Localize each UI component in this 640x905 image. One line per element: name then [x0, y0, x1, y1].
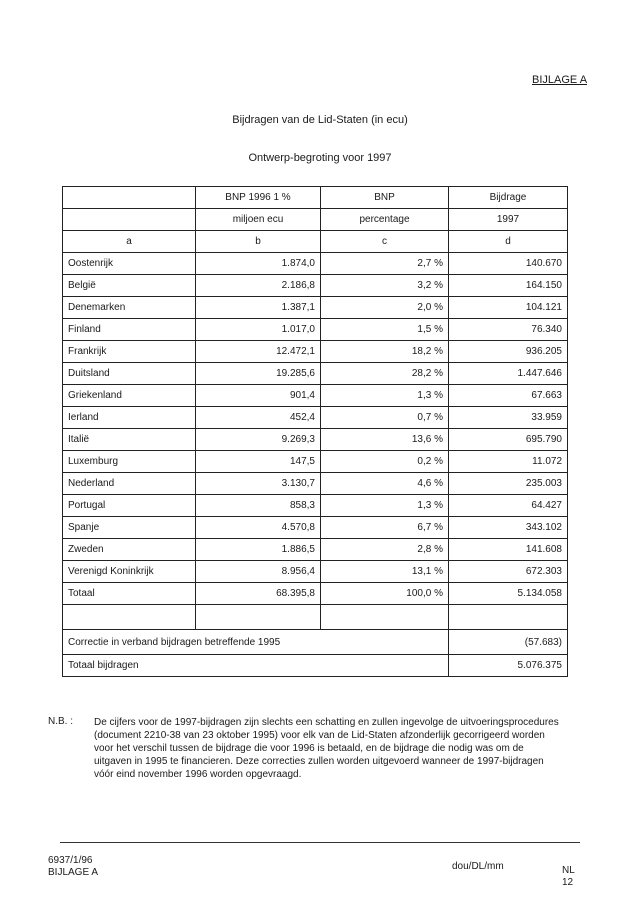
column-letter: b — [196, 231, 321, 253]
contribution-value: 76.340 — [449, 319, 568, 341]
gnp-percentage: 0,7 % — [321, 407, 449, 429]
footer-page-number: 12 — [562, 877, 574, 888]
table-row — [63, 297, 568, 319]
empty-cell — [449, 605, 568, 630]
footer-divider — [60, 842, 580, 843]
gnp-value: 1.874,0 — [196, 253, 321, 275]
header-cell: BNP — [321, 187, 449, 209]
header-cell: BNP 1996 1 % — [196, 187, 321, 209]
table-row — [63, 385, 568, 407]
gnp-value: 9.269,3 — [196, 429, 321, 451]
gnp-percentage: 3,2 % — [321, 275, 449, 297]
note-label: N.B. : — [48, 716, 74, 727]
contribution-value: 33.959 — [449, 407, 568, 429]
country-name: Griekenland — [63, 385, 196, 407]
correction-value: (57.683) — [449, 630, 568, 655]
gnp-value: 8.956,4 — [196, 561, 321, 583]
table-row — [63, 429, 568, 451]
total-gnp: 68.395,8 — [196, 583, 321, 605]
header-row-2 — [63, 209, 568, 231]
total-contribution: 5.134.058 — [449, 583, 568, 605]
contributions-table — [62, 186, 568, 677]
gnp-percentage: 6,7 % — [321, 517, 449, 539]
document-subtitle: Ontwerp-begroting voor 1997 — [248, 152, 392, 164]
gnp-percentage: 18,2 % — [321, 341, 449, 363]
gnp-percentage: 28,2 % — [321, 363, 449, 385]
country-name: Spanje — [63, 517, 196, 539]
country-name: Oostenrijk — [63, 253, 196, 275]
empty-cell — [196, 605, 321, 630]
country-name: Italië — [63, 429, 196, 451]
gnp-value: 1.886,5 — [196, 539, 321, 561]
country-name: Frankrijk — [63, 341, 196, 363]
table-row — [63, 275, 568, 297]
total-contributions-label: Totaal bijdragen — [63, 655, 449, 677]
column-letter: c — [321, 231, 449, 253]
total-row — [63, 583, 568, 605]
contribution-value: 1.447.646 — [449, 363, 568, 385]
spacer-row — [63, 605, 568, 630]
gnp-value: 1.387,1 — [196, 297, 321, 319]
country-name: Nederland — [63, 473, 196, 495]
footer-author-code: dou/DL/mm — [452, 861, 504, 872]
country-name: Denemarken — [63, 297, 196, 319]
country-name: Finland — [63, 319, 196, 341]
contributions-table-wrapper — [62, 186, 568, 677]
gnp-value: 12.472,1 — [196, 341, 321, 363]
contribution-value: 672.303 — [449, 561, 568, 583]
empty-cell — [63, 605, 196, 630]
gnp-value: 19.285,6 — [196, 363, 321, 385]
gnp-percentage: 2,7 % — [321, 253, 449, 275]
table-row — [63, 517, 568, 539]
contribution-value: 104.121 — [449, 297, 568, 319]
header-cell: 1997 — [449, 209, 568, 231]
correction-label: Correctie in verband bijdragen betreffende 1995 — [63, 630, 449, 655]
country-name: Portugal — [63, 495, 196, 517]
table-row — [63, 539, 568, 561]
gnp-percentage: 1,5 % — [321, 319, 449, 341]
gnp-percentage: 2,0 % — [321, 297, 449, 319]
country-name: Luxemburg — [63, 451, 196, 473]
note-text: De cijfers voor de 1997-bijdragen zijn slechts een schatting en zullen ingevolge de uitvoeringsprocedures (document 2210-38 van 23 oktober 1995) voor elk van de Lid-Staten afzonderlijk gecorrigeerd worden voor het verschil tussen de bijdrage die voor 1996 is betaald, en de bijdrage die nodig was om de uitgaven in 1995 te financieren. Deze correcties zullen worden uitgevoerd wanneer de 1997-bijdragen vóór eind november 1996 worden opgevraagd. — [94, 717, 559, 780]
header-row-1 — [63, 187, 568, 209]
table-row — [63, 473, 568, 495]
gnp-percentage: 13,6 % — [321, 429, 449, 451]
correction-row — [63, 630, 568, 655]
gnp-percentage: 1,3 % — [321, 385, 449, 407]
header-cell — [63, 209, 196, 231]
gnp-value: 3.130,7 — [196, 473, 321, 495]
table-row — [63, 319, 568, 341]
annex-label: BIJLAGE A — [532, 74, 588, 86]
country-name: Duitsland — [63, 363, 196, 385]
header-cell: miljoen ecu — [196, 209, 321, 231]
gnp-value: 4.570,8 — [196, 517, 321, 539]
gnp-percentage: 1,3 % — [321, 495, 449, 517]
gnp-value: 452,4 — [196, 407, 321, 429]
header-cell: Bijdrage — [449, 187, 568, 209]
table-row — [63, 341, 568, 363]
country-name: Ierland — [63, 407, 196, 429]
table-row — [63, 495, 568, 517]
document-title: Bijdragen van de Lid-Staten (in ecu) — [232, 114, 408, 126]
contribution-value: 235.003 — [449, 473, 568, 495]
table-row — [63, 451, 568, 473]
contribution-value: 164.150 — [449, 275, 568, 297]
total-contributions-row — [63, 655, 568, 677]
contribution-value: 67.663 — [449, 385, 568, 407]
table-row — [63, 407, 568, 429]
contribution-value: 140.670 — [449, 253, 568, 275]
column-letter: a — [63, 231, 196, 253]
gnp-percentage: 2,8 % — [321, 539, 449, 561]
country-name: Zweden — [63, 539, 196, 561]
contribution-value: 11.072 — [449, 451, 568, 473]
column-letter: d — [449, 231, 568, 253]
gnp-percentage: 0,2 % — [321, 451, 449, 473]
contribution-value: 695.790 — [449, 429, 568, 451]
gnp-value: 147,5 — [196, 451, 321, 473]
total-label: Totaal — [63, 583, 196, 605]
header-cell — [63, 187, 196, 209]
table-row — [63, 253, 568, 275]
footer-annex: BIJLAGE A — [48, 867, 99, 878]
contribution-value: 64.427 — [449, 495, 568, 517]
table-row — [63, 363, 568, 385]
table-row — [63, 561, 568, 583]
column-letter-row — [63, 231, 568, 253]
gnp-percentage: 4,6 % — [321, 473, 449, 495]
empty-cell — [321, 605, 449, 630]
total-contributions-value: 5.076.375 — [449, 655, 568, 677]
contribution-value: 141.608 — [449, 539, 568, 561]
gnp-value: 2.186,8 — [196, 275, 321, 297]
header-cell: percentage — [321, 209, 449, 231]
gnp-percentage: 13,1 % — [321, 561, 449, 583]
footer-language: NL — [562, 865, 575, 876]
gnp-value: 858,3 — [196, 495, 321, 517]
gnp-value: 901,4 — [196, 385, 321, 407]
footer-document-reference: 6937/1/96 — [48, 855, 93, 866]
contribution-value: 936.205 — [449, 341, 568, 363]
country-name: België — [63, 275, 196, 297]
gnp-value: 1.017,0 — [196, 319, 321, 341]
total-percentage: 100,0 % — [321, 583, 449, 605]
contribution-value: 343.102 — [449, 517, 568, 539]
country-name: Verenigd Koninkrijk — [63, 561, 196, 583]
